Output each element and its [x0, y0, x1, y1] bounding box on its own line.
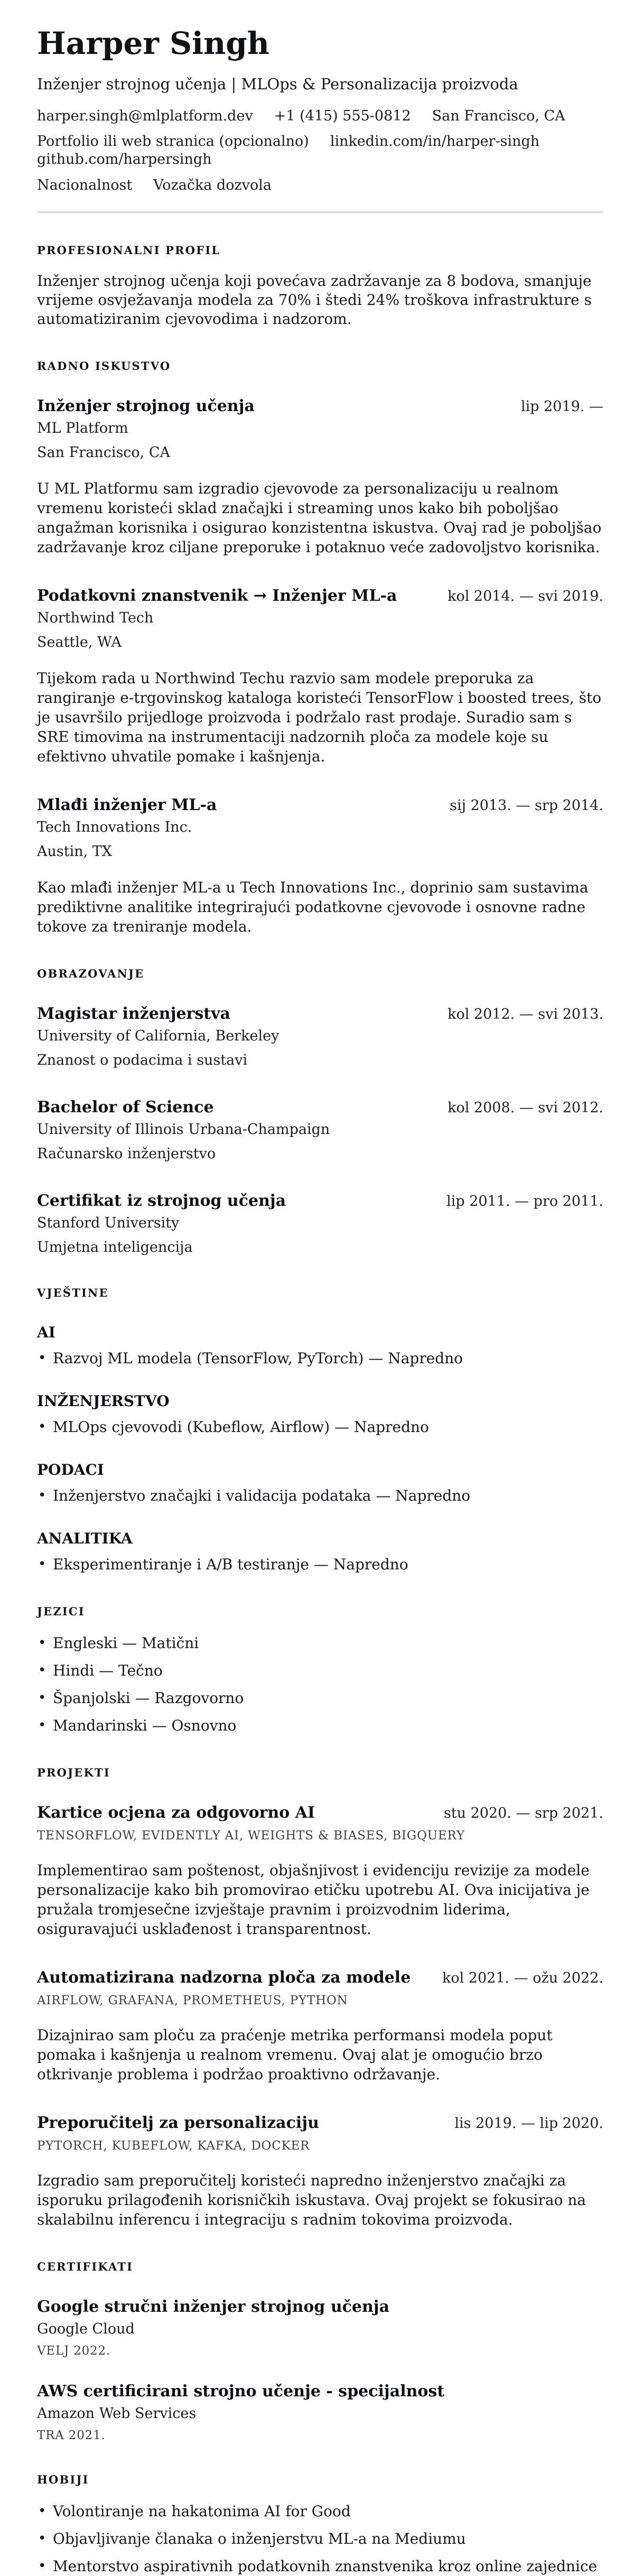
bullet-icon: •: [38, 1634, 46, 1651]
language-item: [37, 1716, 603, 1735]
job-title: Mlađi inženjer ML-a: [37, 795, 217, 814]
education-entry: [37, 1192, 603, 1256]
skill-category: ANALITIKA: [37, 1529, 133, 1547]
job-dates: kol 2014. — svi 2019.: [447, 588, 603, 605]
project-stack: PYTORCH, KUBEFLOW, KAFKA, DOCKER: [37, 2138, 310, 2153]
education-head: [37, 1192, 603, 1210]
bullet-icon: •: [38, 2530, 46, 2546]
skill-item: [37, 1555, 603, 1574]
contact-github: github.com/harpersingh: [37, 151, 212, 168]
job-head: [37, 587, 603, 605]
bullet-icon: •: [38, 1662, 46, 1678]
education-field: Umjetna inteligencija: [37, 1239, 193, 1256]
job-entry: [37, 587, 603, 766]
section-certifications: [37, 2260, 603, 2442]
education-degree: Bachelor of Science: [37, 1098, 214, 1117]
project-head: [37, 1803, 603, 1822]
contact-location: San Francisco, CA: [432, 107, 565, 124]
skill-item-text: MLOps cjevovodi (Kubeflow, Airflow) — Napredno: [53, 1418, 429, 1436]
education-school: University of California, Berkeley: [37, 1027, 279, 1044]
education-school: Stanford University: [37, 1214, 180, 1231]
contact-email: harper.singh@mlplatform.dev: [37, 107, 253, 124]
skill-item: [37, 1418, 603, 1437]
project-title: Kartice ocjena za odgovorno AI: [37, 1803, 315, 1822]
skill-item-text: Inženjerstvo značajki i validacija podataka — Napredno: [53, 1486, 471, 1504]
section-profile: [37, 244, 603, 329]
language-item: [37, 1689, 603, 1708]
hobbies-heading: HOBIJI: [37, 2472, 89, 2486]
job-head: [37, 397, 603, 415]
bullet-icon: •: [38, 2558, 46, 2574]
section-experience: [37, 359, 603, 936]
hobby-item: [37, 2557, 603, 2576]
skills-heading: VJEŠTINE: [37, 1286, 109, 1299]
project-entry: [37, 2114, 603, 2229]
job-location: San Francisco, CA: [37, 444, 171, 461]
skill-item-text: Eksperimentiranje i A/B testiranje — Napredno: [53, 1555, 408, 1573]
language-item: [37, 1634, 603, 1653]
project-head: [37, 2114, 603, 2132]
bullet-icon: •: [38, 1418, 46, 1435]
skill-item-text: Razvoj ML modela (TensorFlow, PyTorch) — Napredno: [53, 1349, 463, 1367]
project-description: Dizajnirao sam ploču za praćenje metrika performansi modela poput pomaka i kašnjenja u realnom vremenu. Ovaj alat je omogućio brzo otkrivanje problema i podržao proaktivno održavanje.: [37, 2026, 553, 2083]
contact-phone: +1 (415) 555-0812: [274, 107, 411, 124]
languages-list: [37, 1634, 603, 1735]
contact-row-3: [37, 176, 603, 194]
languages-heading: JEZICI: [37, 1604, 85, 1618]
skill-category: AI: [37, 1323, 55, 1341]
education-field: Znanost o podacima i sustavi: [37, 1052, 248, 1068]
hobby-item: [37, 2529, 603, 2549]
project-title: Automatizirana nadzorna ploča za modele: [37, 1968, 411, 1987]
job-entry: [37, 796, 603, 936]
project-stack: AIRFLOW, GRAFANA, PROMETHEUS, PYTHON: [37, 1993, 348, 2007]
project-dates: kol 2021. — ožu 2022.: [442, 1969, 603, 1986]
experience-heading: RADNO ISKUSTVO: [37, 359, 171, 373]
skill-category: INŽENJERSTVO: [37, 1392, 170, 1410]
hobby-item-text: Mentorstvo aspirativnih podatkovnih znanstvenika kroz online zajednice: [53, 2557, 598, 2575]
job-description: Tijekom rada u Northwind Techu razvio sam modele preporuka za rangiranje e-trgovinskog kataloga koristeći TensorFlow i boosted trees, što je usavršilo prijedloge proizvoda i podržalo rast prodaje. Suradio sam s SRE timovima na instrumentaciji nadzornih ploča za modele koje su efektivno uhvatile pomake i kašnjenja.: [37, 669, 602, 765]
section-languages: [37, 1605, 603, 1735]
job-dates: sij 2013. — srp 2014.: [450, 797, 603, 814]
education-degree: Magistar inženjerstva: [37, 1004, 230, 1023]
job-description: Kao mlađi inženjer ML-a u Tech Innovations Inc., doprinio sam sustavima prediktivne analitike integrirajući podatkovne cjevovode i osnovne radne tokove za treniranje modela.: [37, 878, 589, 935]
job-title: Podatkovni znanstvenik → Inženjer ML-a: [37, 586, 397, 605]
job-entry: [37, 397, 603, 557]
section-projects: [37, 1766, 603, 2229]
bullet-icon: •: [38, 1487, 46, 1503]
education-dates: kol 2008. — svi 2012.: [447, 1099, 603, 1116]
section-education: [37, 967, 603, 1256]
project-head: [37, 1968, 603, 1987]
language-item-text: Španjolski — Razgovorno: [53, 1689, 244, 1707]
certification-title: AWS certificirani strojno učenje - specijalnost: [37, 2382, 445, 2401]
project-description: Izgradio sam preporučitelj koristeći napredno inženjerstvo značajki za isporuku prilagođenih korisničkih iskustava. Ovaj projekt se fokusirao na skalabilnu inferencu i integraciju s radnim tokovima proizvoda.: [37, 2171, 586, 2228]
profile-text: Inženjer strojnog učenja koji povećava zadržavanje za 8 bodova, smanjuje vrijeme osvježavanja modela za 70% i štedi 24% troškova infrastrukture s automatiziranim cjevovodima i nadzorom.: [37, 272, 592, 328]
certification-date: TRA 2021.: [37, 2428, 106, 2442]
contact-row-1: [37, 107, 603, 125]
project-entry: [37, 1968, 603, 2084]
project-title: Preporučitelj za personalizaciju: [37, 2113, 319, 2132]
bullet-icon: •: [38, 1717, 46, 1733]
contact-portfolio: Portfolio ili web stranica (opcionalno): [37, 133, 309, 150]
project-dates: stu 2020. — srp 2021.: [443, 1805, 603, 1821]
certification-issuer: Google Cloud: [37, 2320, 135, 2337]
project-stack: TENSORFLOW, EVIDENTLY AI, WEIGHTS & BIASES, BIGQUERY: [37, 1828, 465, 1843]
profile-heading: PROFESIONALNI PROFIL: [37, 243, 221, 257]
certification-entry: [37, 2382, 603, 2442]
bullet-icon: •: [38, 1556, 46, 1572]
section-hobbies: [37, 2473, 603, 2576]
language-item-text: Hindi — Tečno: [53, 1661, 163, 1679]
job-company: Northwind Tech: [37, 609, 154, 626]
job-location: Seattle, WA: [37, 634, 122, 650]
certification-title: Google stručni inženjer strojnog učenja: [37, 2297, 390, 2316]
job-company: ML Platform: [37, 420, 128, 436]
contact-linkedin: linkedin.com/in/harper-singh: [330, 133, 540, 150]
bullet-icon: •: [38, 1350, 46, 1366]
language-item-text: Mandarinski — Osnovno: [53, 1716, 237, 1734]
project-description: Implementirao sam poštenost, objašnjivost i evidenciju revizije za modele personalizacije kako bih promovirao etičku upotrebu AI. Ova inicijativa je pružala tromjesečne izvještaje pravnim i proizvodnim liderima, osiguravajući usklađenost i transparentnost.: [37, 1861, 590, 1938]
contact-nationality: Nacionalnost: [37, 176, 133, 193]
education-field: Računarsko inženjerstvo: [37, 1145, 216, 1162]
skill-category: PODACI: [37, 1461, 104, 1478]
job-location: Austin, TX: [37, 843, 113, 860]
education-school: University of Illinois Urbana-Champaign: [37, 1121, 330, 1138]
contact-row-2: [37, 133, 603, 169]
language-item: [37, 1661, 603, 1680]
section-skills: [37, 1286, 603, 1574]
certification-entry: [37, 2298, 603, 2358]
person-headline: Inženjer strojnog učenja | MLOps & Personalizacija proizvoda: [37, 75, 518, 93]
project-entry: [37, 1803, 603, 1939]
resume-header: [37, 26, 603, 213]
education-heading: OBRAZOVANJE: [37, 966, 145, 980]
certification-issuer: Amazon Web Services: [37, 2405, 197, 2422]
skill-item: [37, 1486, 603, 1505]
hobbies-list: [37, 2502, 603, 2576]
job-head: [37, 796, 603, 814]
education-head: [37, 1098, 603, 1117]
job-dates: lip 2019. —: [520, 398, 603, 415]
person-name: Harper Singh: [37, 25, 269, 61]
project-dates: lis 2019. — lip 2020.: [454, 2115, 603, 2132]
header-divider: [37, 211, 603, 213]
certifications-heading: CERTIFIKATI: [37, 2259, 134, 2273]
education-dates: lip 2011. — pro 2011.: [446, 1193, 603, 1210]
job-title: Inženjer strojnog učenja: [37, 396, 255, 415]
education-dates: kol 2012. — svi 2013.: [447, 1006, 603, 1022]
bullet-icon: •: [38, 1689, 46, 1706]
projects-heading: PROJEKTI: [37, 1765, 110, 1779]
hobby-item-text: Volontiranje na hakatonima AI for Good: [53, 2502, 351, 2520]
education-degree: Certifikat iz strojnog učenja: [37, 1191, 286, 1210]
certification-date: VELJ 2022.: [37, 2343, 111, 2358]
education-entry: [37, 1098, 603, 1162]
education-head: [37, 1005, 603, 1023]
bullet-icon: •: [38, 2503, 46, 2519]
hobby-item-text: Objavljivanje članaka o inženjerstvu ML-a na Mediumu: [53, 2529, 466, 2547]
job-company: Tech Innovations Inc.: [37, 819, 192, 835]
education-entry: [37, 1005, 603, 1068]
contact-driving-license: Vozačka dozvola: [153, 176, 272, 193]
hobby-item: [37, 2502, 603, 2521]
skill-item: [37, 1349, 603, 1368]
language-item-text: Engleski — Matični: [53, 1634, 199, 1652]
job-description: U ML Platformu sam izgradio cjevovode za personalizaciju u realnom vremenu koristeći sklad značajki i streaming unos kako bih poboljšao angažman korisnika i osigurao konzistentna iskustva. Ovaj rad je poboljšao zadržavanje kroz ciljane preporuke i potaknuo veće zadovoljstvo korisnika.: [37, 479, 602, 556]
